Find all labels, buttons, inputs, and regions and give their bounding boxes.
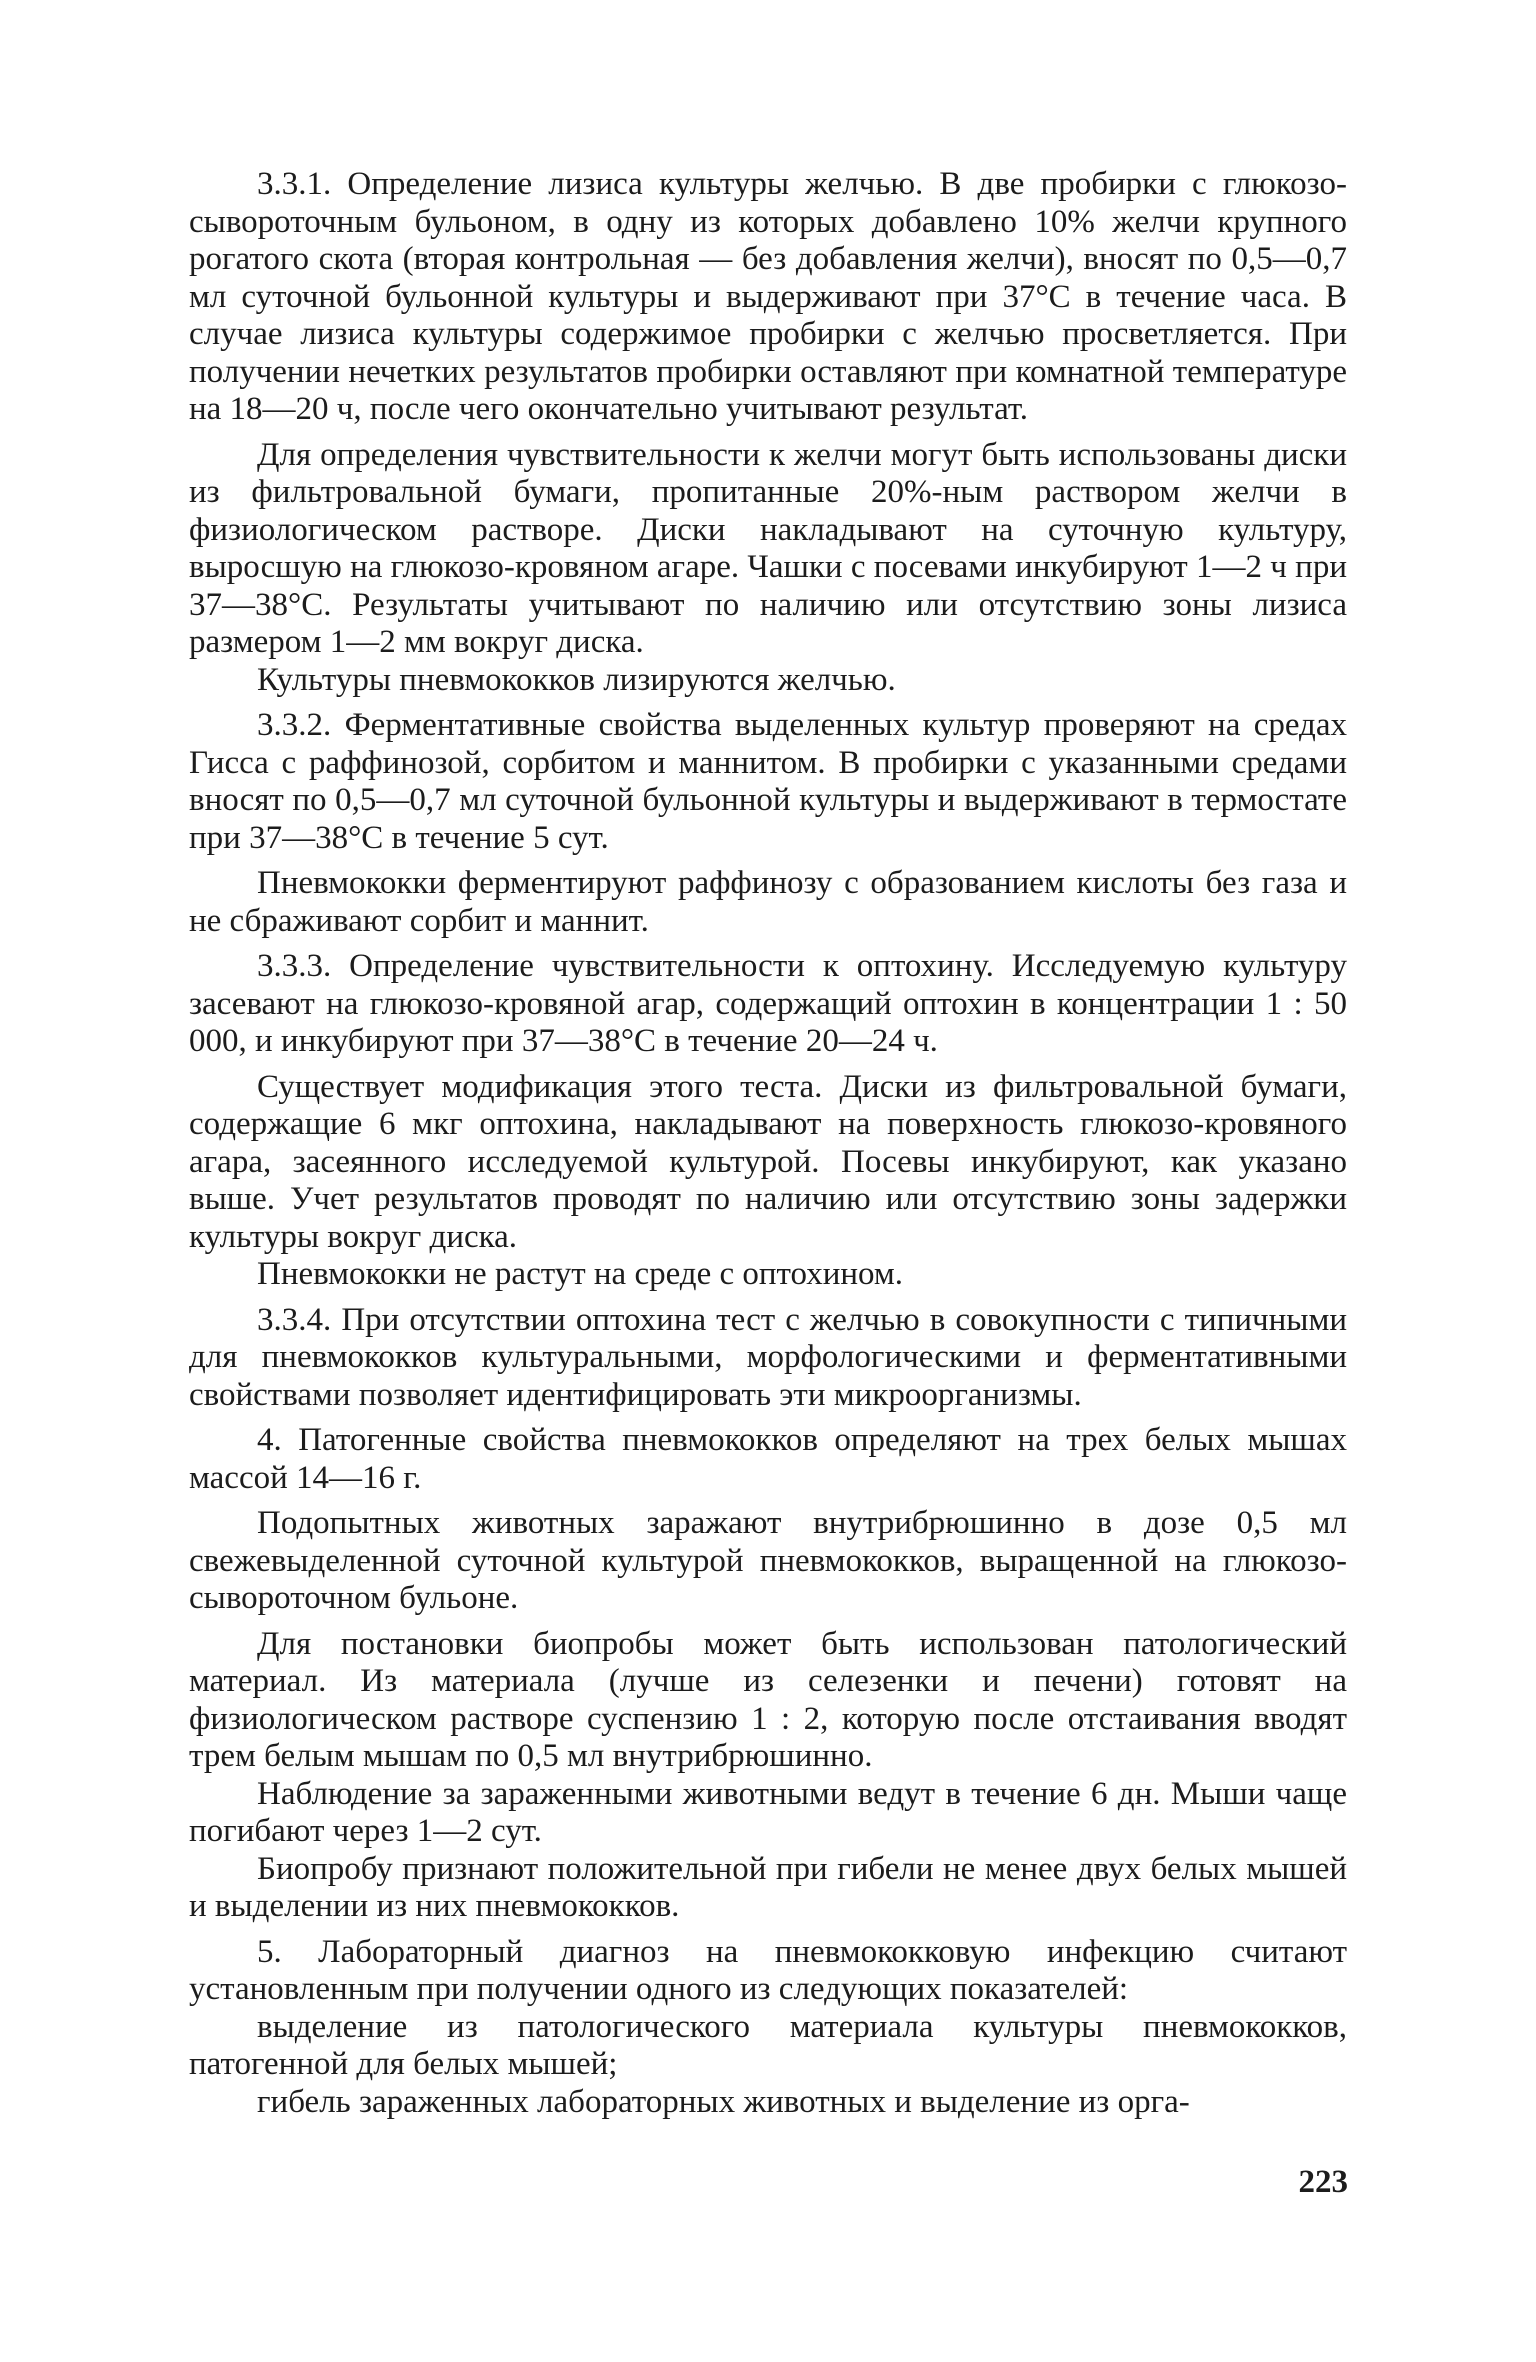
paragraph-3-3-4: 3.3.4. При отсутствии оптохина тест с желчью в совокупности с типичными для пневмококков культуральными, морфологическими и ферментативными свойствами позволяет идентифицировать эти микроорганизмы. [189, 1301, 1347, 1413]
document-body [189, 166, 1347, 2121]
paragraph-3-3-2: 3.3.2. Ферментативные свойства выделенных культур проверяют на средах Гисса с раффинозой, сорбитом и маннитом. В пробирки с указанными средами вносят по 0,5—0,7 мл суточной бульонной культуры и выдерживают в термостате при 37—38°С в течение 5 сут. [189, 707, 1347, 856]
paragraph-fermentation-result: Пневмококки ферментируют раффинозу с образованием кислоты без газа и не сбраживают сорбит и маннит. [189, 865, 1347, 939]
page-number: 223 [1298, 2164, 1348, 2200]
paragraph-bioassay-positive: Биопробу признают положительной при гибели не менее двух белых мышей и выделении из них пневмококков. [189, 1850, 1347, 1924]
paragraph-indicator-animals: гибель зараженных лабораторных животных и выделение из орга- [257, 2083, 1190, 2120]
paragraph-5-diagnosis: 5. Лабораторный диагноз на пневмококковую инфекцию считают установленным при получении одного из следующих показателей: [189, 1933, 1347, 2007]
paragraph-observation: Наблюдение за зараженными животными ведут в течение 6 дн. Мыши чаще погибают через 1—2 сут. [189, 1775, 1347, 1849]
paragraph-bile-lysis-result: Культуры пневмококков лизируются желчью. [257, 661, 896, 698]
paragraph-test-modification: Существует модификация этого теста. Диски из фильтровальной бумаги, содержащие 6 мкг оптохина, накладывают на поверхность глюкозо-кровяного агара, засеянного исследуемой культурой. Посевы инкубируют, как указано выше. Учет результатов проводят по наличию или отсутствию зоны задержки культуры вокруг диска. [189, 1068, 1347, 1255]
paragraph-infection-dose: Подопытных животных заражают внутрибрюшинно в дозе 0,5 мл свежевыделенной суточной культурой пневмококков, выращенной на глюкозо-сывороточном бульоне. [189, 1505, 1347, 1616]
paragraph-3-3-3: 3.3.3. Определение чувствительности к оптохину. Исследуемую культуру засевают на глюкозо-кровяной агар, содержащий оптохин в концентрации 1 : 50 000, и инкубируют при 37—38°С в течение 20—24 ч. [189, 948, 1347, 1059]
paragraph-bile-disks: Для определения чувствительности к желчи могут быть использованы диски из фильтровальной бумаги, пропитанные 20%-ным раствором желчи в физиологическом растворе. Диски накладывают на суточную культуру, выросшую на глюкозо-кровяном агаре. Чашки с посевами инкубируют 1—2 ч при 37—38°С. Результаты учитывают по наличию или отсутствию зоны лизиса размером 1—2 мм вокруг диска. [189, 436, 1347, 660]
paragraph-bioassay-material: Для постановки биопробы может быть использован патологический материал. Из материала (лучше из селезенки и печени) готовят на физиологическом растворе суспензию 1 : 2, которую после отстаивания вводят трем белым мышам по 0,5 мл внутрибрюшинно. [189, 1625, 1347, 1774]
paragraph-optochin-result: Пневмококки не растут на среде с оптохином. [257, 1256, 904, 1292]
paragraph-4-pathogenicity: 4. Патогенные свойства пневмококков определяют на трех белых мышах массой 14—16 г. [189, 1422, 1347, 1496]
paragraph-indicator-culture: выделение из патологического материала культуры пневмококков, патогенной для белых мышей; [189, 2008, 1347, 2082]
paragraph-3-3-1: 3.3.1. Определение лизиса культуры желчью. В две пробирки с глюкозо-сывороточным бульоном, в одну из которых добавлено 10% желчи крупного рогатого скота (вторая контрольная — без добавления желчи), вносят по 0,5—0,7 мл суточной бульонной культуры и выдерживают при 37°С в течение часа. В случае лизиса культуры содержимое пробирки с желчью просветляется. При получении нечетких результатов пробирки оставляют при комнатной температуре на 18—20 ч, после чего окончательно учитывают результат. [189, 166, 1347, 427]
